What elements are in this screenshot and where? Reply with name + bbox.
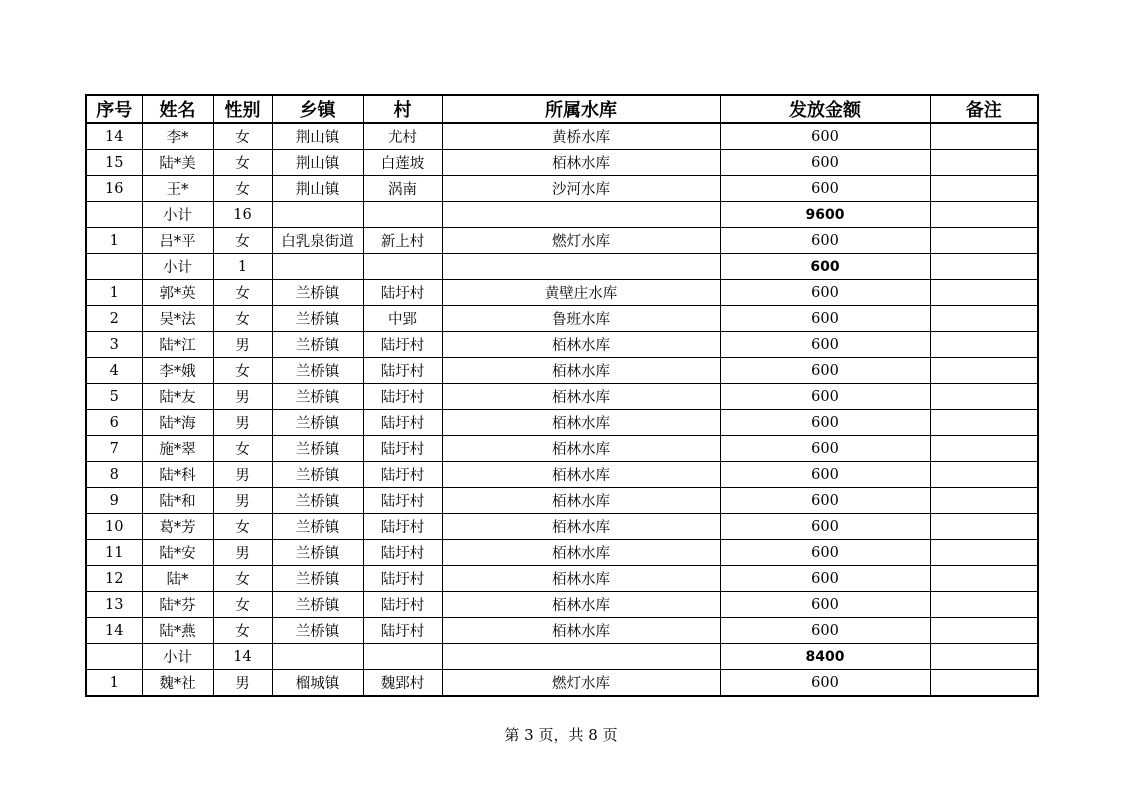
cell-name: 陆*和 [142,488,213,514]
cell-village: 陆圩村 [363,514,442,540]
cell-name: 小计 [142,644,213,670]
cell-amount: 600 [720,123,930,150]
cell-reservoir: 栢林水库 [442,436,720,462]
cell-reservoir: 栢林水库 [442,462,720,488]
cell-amount: 600 [720,228,930,254]
cell-reservoir: 栢林水库 [442,618,720,644]
cell-town [272,644,363,670]
cell-note [930,358,1038,384]
cell-note [930,280,1038,306]
cell-reservoir [442,202,720,228]
cell-no: 8 [86,462,142,488]
cell-reservoir: 栢林水库 [442,540,720,566]
cell-gender: 女 [213,228,272,254]
cell-village: 尤村 [363,123,442,150]
cell-no [86,254,142,280]
cell-amount: 600 [720,280,930,306]
cell-amount: 600 [720,254,930,280]
cell-reservoir [442,254,720,280]
cell-name: 陆*友 [142,384,213,410]
cell-no [86,202,142,228]
cell-gender: 男 [213,410,272,436]
cell-town: 兰桥镇 [272,540,363,566]
cell-gender: 16 [213,202,272,228]
cell-no: 2 [86,306,142,332]
cell-amount: 600 [720,150,930,176]
cell-note [930,644,1038,670]
cell-village: 涡南 [363,176,442,202]
cell-village: 白莲坡 [363,150,442,176]
table-row [86,150,1038,176]
cell-village: 陆圩村 [363,436,442,462]
cell-gender: 女 [213,176,272,202]
cell-name: 陆*科 [142,462,213,488]
cell-amount: 600 [720,436,930,462]
header-gender: 性别 [213,95,272,123]
cell-town: 榴城镇 [272,670,363,697]
table-row [86,670,1038,697]
cell-amount: 600 [720,306,930,332]
table-row [86,462,1038,488]
cell-amount: 600 [720,358,930,384]
cell-note [930,514,1038,540]
cell-town: 兰桥镇 [272,410,363,436]
header-reservoir: 所属水库 [442,95,720,123]
cell-reservoir: 黄壁庄水库 [442,280,720,306]
cell-amount: 600 [720,332,930,358]
cell-town: 兰桥镇 [272,514,363,540]
cell-gender: 女 [213,358,272,384]
cell-amount: 600 [720,384,930,410]
cell-reservoir: 鲁班水库 [442,306,720,332]
cell-name: 吴*法 [142,306,213,332]
cell-town: 白乳泉街道 [272,228,363,254]
table-row [86,592,1038,618]
cell-reservoir: 栢林水库 [442,592,720,618]
cell-gender: 女 [213,306,272,332]
cell-no: 6 [86,410,142,436]
table-row [86,410,1038,436]
cell-name: 陆*燕 [142,618,213,644]
cell-name: 施*翠 [142,436,213,462]
cell-no: 15 [86,150,142,176]
table-row [86,514,1038,540]
cell-village: 陆圩村 [363,618,442,644]
cell-village: 陆圩村 [363,332,442,358]
cell-town: 兰桥镇 [272,306,363,332]
cell-name: 李* [142,123,213,150]
cell-reservoir: 栢林水库 [442,514,720,540]
cell-village: 陆圩村 [363,410,442,436]
table-row [86,384,1038,410]
cell-town: 荆山镇 [272,123,363,150]
cell-no: 1 [86,280,142,306]
table-row [86,280,1038,306]
cell-note [930,202,1038,228]
cell-no [86,644,142,670]
cell-no: 5 [86,384,142,410]
table-row [86,618,1038,644]
cell-town: 兰桥镇 [272,618,363,644]
cell-note [930,566,1038,592]
cell-town: 荆山镇 [272,150,363,176]
cell-name: 陆*海 [142,410,213,436]
cell-amount: 600 [720,592,930,618]
cell-village: 陆圩村 [363,540,442,566]
cell-village: 魏郢村 [363,670,442,697]
cell-amount: 600 [720,540,930,566]
cell-village: 陆圩村 [363,592,442,618]
cell-name: 李*娥 [142,358,213,384]
cell-name: 陆*美 [142,150,213,176]
cell-gender: 男 [213,670,272,697]
cell-note [930,592,1038,618]
cell-note [930,332,1038,358]
cell-no: 13 [86,592,142,618]
table-header [86,95,1038,123]
cell-note [930,410,1038,436]
cell-note [930,123,1038,150]
cell-reservoir: 栢林水库 [442,384,720,410]
cell-reservoir: 栢林水库 [442,332,720,358]
cell-reservoir: 栢林水库 [442,410,720,436]
header-no: 序号 [86,95,142,123]
cell-no: 4 [86,358,142,384]
cell-gender: 男 [213,462,272,488]
cell-note [930,462,1038,488]
cell-name: 小计 [142,254,213,280]
cell-town: 兰桥镇 [272,384,363,410]
table-row [86,540,1038,566]
table-row [86,566,1038,592]
table-row [86,123,1038,150]
table-body [86,123,1038,696]
cell-reservoir: 栢林水库 [442,358,720,384]
cell-name: 陆*安 [142,540,213,566]
cell-reservoir: 黄桥水库 [442,123,720,150]
cell-amount: 600 [720,410,930,436]
cell-reservoir: 燃灯水库 [442,670,720,697]
cell-town: 兰桥镇 [272,332,363,358]
cell-note [930,488,1038,514]
cell-gender: 男 [213,384,272,410]
table-row [86,332,1038,358]
cell-amount: 600 [720,462,930,488]
cell-name: 郭*英 [142,280,213,306]
cell-reservoir [442,644,720,670]
cell-gender: 女 [213,150,272,176]
cell-amount: 600 [720,670,930,697]
cell-gender: 女 [213,566,272,592]
cell-village: 新上村 [363,228,442,254]
cell-town: 兰桥镇 [272,358,363,384]
cell-no: 10 [86,514,142,540]
cell-note [930,670,1038,697]
cell-no: 14 [86,123,142,150]
cell-no: 7 [86,436,142,462]
cell-no: 1 [86,670,142,697]
cell-village: 陆圩村 [363,280,442,306]
cell-reservoir: 栢林水库 [442,566,720,592]
cell-town: 兰桥镇 [272,488,363,514]
header-amount: 发放金额 [720,95,930,123]
cell-name: 魏*社 [142,670,213,697]
page-footer: 第 3 页，共 8 页 [504,726,618,744]
cell-gender: 男 [213,540,272,566]
cell-gender: 男 [213,488,272,514]
cell-town: 兰桥镇 [272,566,363,592]
cell-no: 1 [86,228,142,254]
cell-amount: 8400 [720,644,930,670]
cell-name: 陆*江 [142,332,213,358]
header-village: 村 [363,95,442,123]
cell-gender: 女 [213,514,272,540]
table-row [86,436,1038,462]
payment-table [85,94,1039,697]
cell-note [930,436,1038,462]
cell-village: 陆圩村 [363,358,442,384]
cell-village: 陆圩村 [363,462,442,488]
cell-reservoir: 栢林水库 [442,488,720,514]
cell-note [930,618,1038,644]
cell-town [272,254,363,280]
cell-village: 陆圩村 [363,384,442,410]
header-town: 乡镇 [272,95,363,123]
cell-no: 9 [86,488,142,514]
cell-note [930,176,1038,202]
cell-village: 陆圩村 [363,566,442,592]
cell-gender: 1 [213,254,272,280]
cell-amount: 600 [720,618,930,644]
header-note: 备注 [930,95,1038,123]
cell-reservoir: 栢林水库 [442,150,720,176]
cell-village [363,202,442,228]
subtotal-row [86,202,1038,228]
cell-name: 陆* [142,566,213,592]
header-row [86,95,1038,123]
cell-no: 12 [86,566,142,592]
cell-no: 11 [86,540,142,566]
cell-note [930,228,1038,254]
cell-gender: 女 [213,123,272,150]
cell-town: 荆山镇 [272,176,363,202]
cell-village: 陆圩村 [363,488,442,514]
cell-gender: 女 [213,592,272,618]
table-row [86,176,1038,202]
cell-name: 王* [142,176,213,202]
cell-town: 兰桥镇 [272,280,363,306]
cell-note [930,254,1038,280]
table-row [86,306,1038,332]
cell-gender: 14 [213,644,272,670]
cell-name: 吕*平 [142,228,213,254]
cell-name: 小计 [142,202,213,228]
cell-note [930,306,1038,332]
cell-amount: 600 [720,176,930,202]
cell-name: 葛*芳 [142,514,213,540]
cell-no: 3 [86,332,142,358]
table-row [86,228,1038,254]
cell-note [930,540,1038,566]
cell-amount: 600 [720,488,930,514]
table-row [86,488,1038,514]
cell-town: 兰桥镇 [272,462,363,488]
table-row [86,358,1038,384]
cell-reservoir: 沙河水库 [442,176,720,202]
cell-gender: 女 [213,618,272,644]
cell-town: 兰桥镇 [272,592,363,618]
cell-gender: 男 [213,332,272,358]
cell-village [363,644,442,670]
cell-amount: 9600 [720,202,930,228]
cell-gender: 女 [213,436,272,462]
cell-town: 兰桥镇 [272,436,363,462]
header-name: 姓名 [142,95,213,123]
cell-village [363,254,442,280]
cell-village: 中郢 [363,306,442,332]
cell-no: 16 [86,176,142,202]
cell-gender: 女 [213,280,272,306]
cell-amount: 600 [720,566,930,592]
cell-no: 14 [86,618,142,644]
cell-note [930,384,1038,410]
cell-reservoir: 燃灯水库 [442,228,720,254]
cell-note [930,150,1038,176]
cell-amount: 600 [720,514,930,540]
subtotal-row [86,254,1038,280]
subtotal-row [86,644,1038,670]
cell-town [272,202,363,228]
cell-name: 陆*芬 [142,592,213,618]
